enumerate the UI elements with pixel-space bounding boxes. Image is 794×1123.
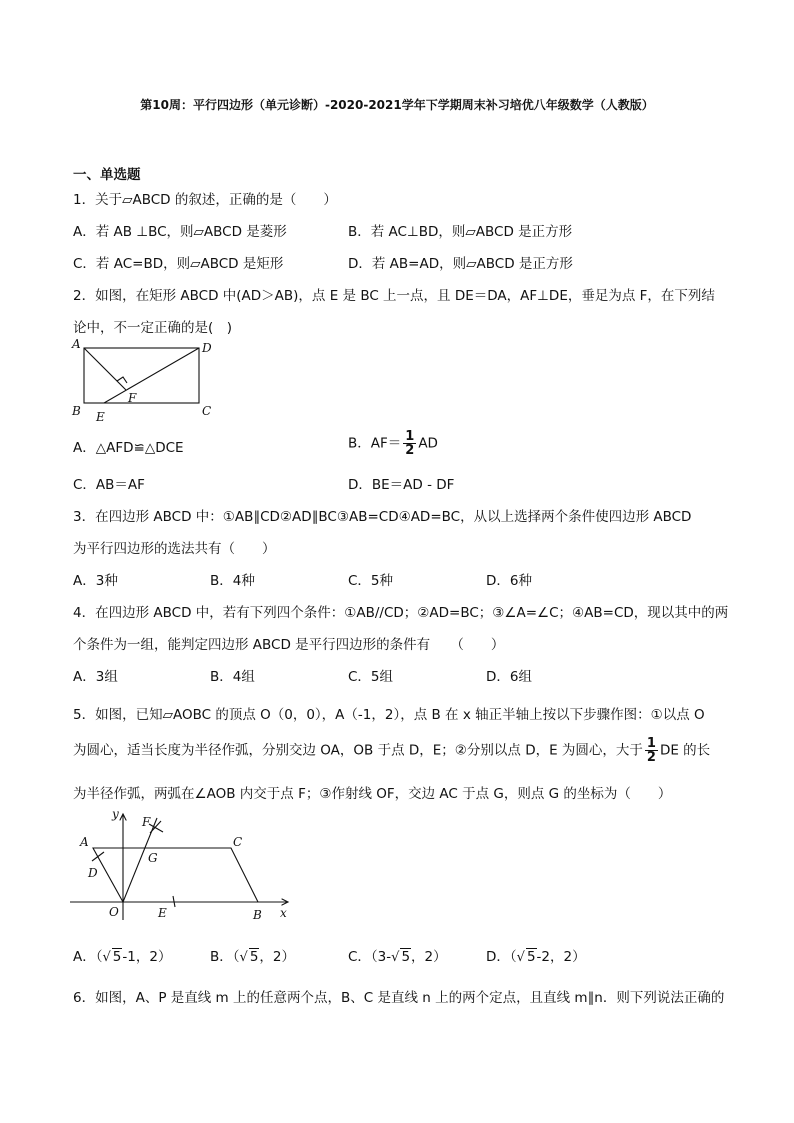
q3-stem-line2: 为平行四边形的选法共有（ ） — [73, 541, 276, 557]
q1-option-a: A．若 AB ⊥BC，则▱ABCD 是菱形 — [73, 224, 287, 240]
q3-stem-line1: 3．在四边形 ABCD 中：①AB∥CD②AD∥BC③AB=CD④AD=BC，从以上选择两个条件使四边形 ABCD — [73, 509, 692, 525]
radicand: 5 — [249, 949, 259, 965]
label-x: x — [280, 906, 287, 920]
radicand: 5 — [112, 949, 122, 965]
q2-option-b — [348, 430, 438, 457]
q2-option-b-suffix: AD — [418, 435, 438, 452]
q5-stem-line2-suffix: DE 的长 — [659, 742, 711, 759]
label-b: B — [72, 404, 81, 418]
q2-stem-line2: 论中，不一定正确的是( ) — [73, 320, 233, 336]
q6-stem-line1: 6．如图，A、P 是直线 m 上的任意两个点，B、C 是直线 n 上的两个定点，且直线 m∥n．则下列说法正确的 — [73, 990, 725, 1006]
label-f: F — [128, 391, 137, 405]
label-d: D — [202, 341, 212, 355]
radicand: 5 — [526, 949, 536, 965]
radicand: 5 — [401, 949, 411, 965]
sqrt-icon: √ — [102, 950, 111, 965]
q4-option-a: A．3组 — [73, 669, 118, 685]
q4-stem-line1: 4．在四边形 ABCD 中，若有下列四个条件：①AB//CD；②AD=BC；③∠A=∠C；④AB=CD，现以其中的两 — [73, 605, 729, 621]
q3-option-a: A．3种 — [73, 573, 118, 589]
q3-option-b: B．4种 — [210, 573, 255, 589]
fraction-numerator: 1 — [405, 429, 415, 444]
q5-option-a-prefix: A．（ — [73, 949, 103, 965]
label-a: A — [72, 337, 81, 351]
q5-stem-line3: 为半径作弧，两弧在∠AOB 内交于点 F；③作射线 OF，交边 AC 于点 G，则点 G 的坐标为（ ） — [73, 786, 672, 802]
label-b: B — [253, 908, 262, 922]
q3-option-c: C．5种 — [348, 573, 394, 589]
q2-option-b-prefix: B．AF＝ — [348, 435, 402, 452]
q5-option-d-suffix: -2，2） — [536, 949, 586, 965]
label-c: C — [202, 404, 212, 418]
q2-stem-line1: 2．如图，在矩形 ABCD 中(AD＞AB)，点 E 是 BC 上一点，且 DE＝DA，AF⊥DE，垂足为点 F，在下列结 — [73, 288, 715, 304]
q5-option-b-suffix: ，2） — [259, 949, 295, 965]
fraction-denominator: 2 — [646, 750, 656, 765]
q1-stem: 1．关于▱ABCD 的叙述，正确的是（ ） — [73, 192, 337, 208]
label-c: C — [233, 835, 243, 849]
q5-option-b-prefix: B．（ — [210, 949, 240, 965]
fraction-one-half — [645, 737, 658, 764]
q5-stem-line2-prefix: 为圆心，适当长度为半径作弧，分别交边 OA，OB 于点 D，E；②分别以点 D，E 为圆心，大于 — [73, 742, 643, 759]
q1-option-c: C．若 AC=BD，则▱ABCD 是矩形 — [73, 256, 284, 272]
q1-option-d: D．若 AB=AD，则▱ABCD 是正方形 — [348, 256, 573, 272]
q4-option-c: C．5组 — [348, 669, 394, 685]
q2-option-d: D．BE＝AD - DF — [348, 477, 455, 493]
q1-option-b: B．若 AC⊥BD，则▱ABCD 是正方形 — [348, 224, 573, 240]
sqrt-icon: √ — [516, 950, 525, 965]
label-e: E — [96, 410, 105, 424]
arc-mark-f1 — [149, 824, 163, 832]
fraction-one-half — [403, 430, 416, 457]
q2-option-c: C．AB＝AF — [73, 477, 145, 493]
q4-option-b: B．4组 — [210, 669, 255, 685]
segment-de — [104, 348, 199, 403]
fraction-denominator: 2 — [405, 443, 415, 458]
segment-af — [84, 348, 126, 390]
q5-option-c-suffix: ，2） — [411, 949, 447, 965]
label-d: D — [88, 866, 98, 880]
q2-rectangle-figure — [60, 336, 230, 428]
fraction-numerator: 1 — [646, 736, 656, 751]
sqrt-icon: √ — [391, 950, 400, 965]
q5-option-a-suffix: -1，2） — [122, 949, 172, 965]
q5-option-c — [348, 945, 447, 965]
parallelogram-aobc — [93, 848, 258, 902]
label-o: O — [109, 905, 119, 919]
q5-option-d-prefix: D．（ — [486, 949, 517, 965]
section-heading: 一、单选题 — [73, 167, 141, 183]
q2-option-a: A．△AFD≌△DCE — [73, 440, 184, 456]
label-f: F — [142, 815, 151, 829]
q3-option-d: D．6种 — [486, 573, 532, 589]
q5-stem-line2 — [73, 737, 710, 764]
label-e: E — [158, 906, 167, 920]
label-y: y — [112, 807, 119, 821]
q5-option-b — [210, 945, 295, 965]
arc-mark-d — [92, 852, 104, 861]
q5-option-d — [486, 945, 586, 965]
q4-stem-line2: 个条件为一组，能判定四边形 ABCD 是平行四边形的条件有 （ ） — [73, 637, 505, 653]
label-a: A — [80, 835, 89, 849]
label-g: G — [148, 851, 158, 865]
sqrt-icon: √ — [239, 950, 248, 965]
q5-coordinate-figure — [62, 806, 302, 928]
page-title: 第10周：平行四边形（单元诊断）-2020-2021学年下学期周末补习培优八年级数学（人教版） — [140, 98, 654, 112]
q5-stem-line1: 5．如图，已知▱AOBC 的顶点 O（0，0），A（-1，2），点 B 在 x 轴正半轴上按以下步骤作图：①以点 O — [73, 707, 705, 723]
rectangle-abcd — [84, 348, 199, 403]
q5-option-a — [73, 945, 171, 965]
q5-option-c-prefix: C．（3- — [348, 949, 392, 965]
q4-option-d: D．6组 — [486, 669, 532, 685]
